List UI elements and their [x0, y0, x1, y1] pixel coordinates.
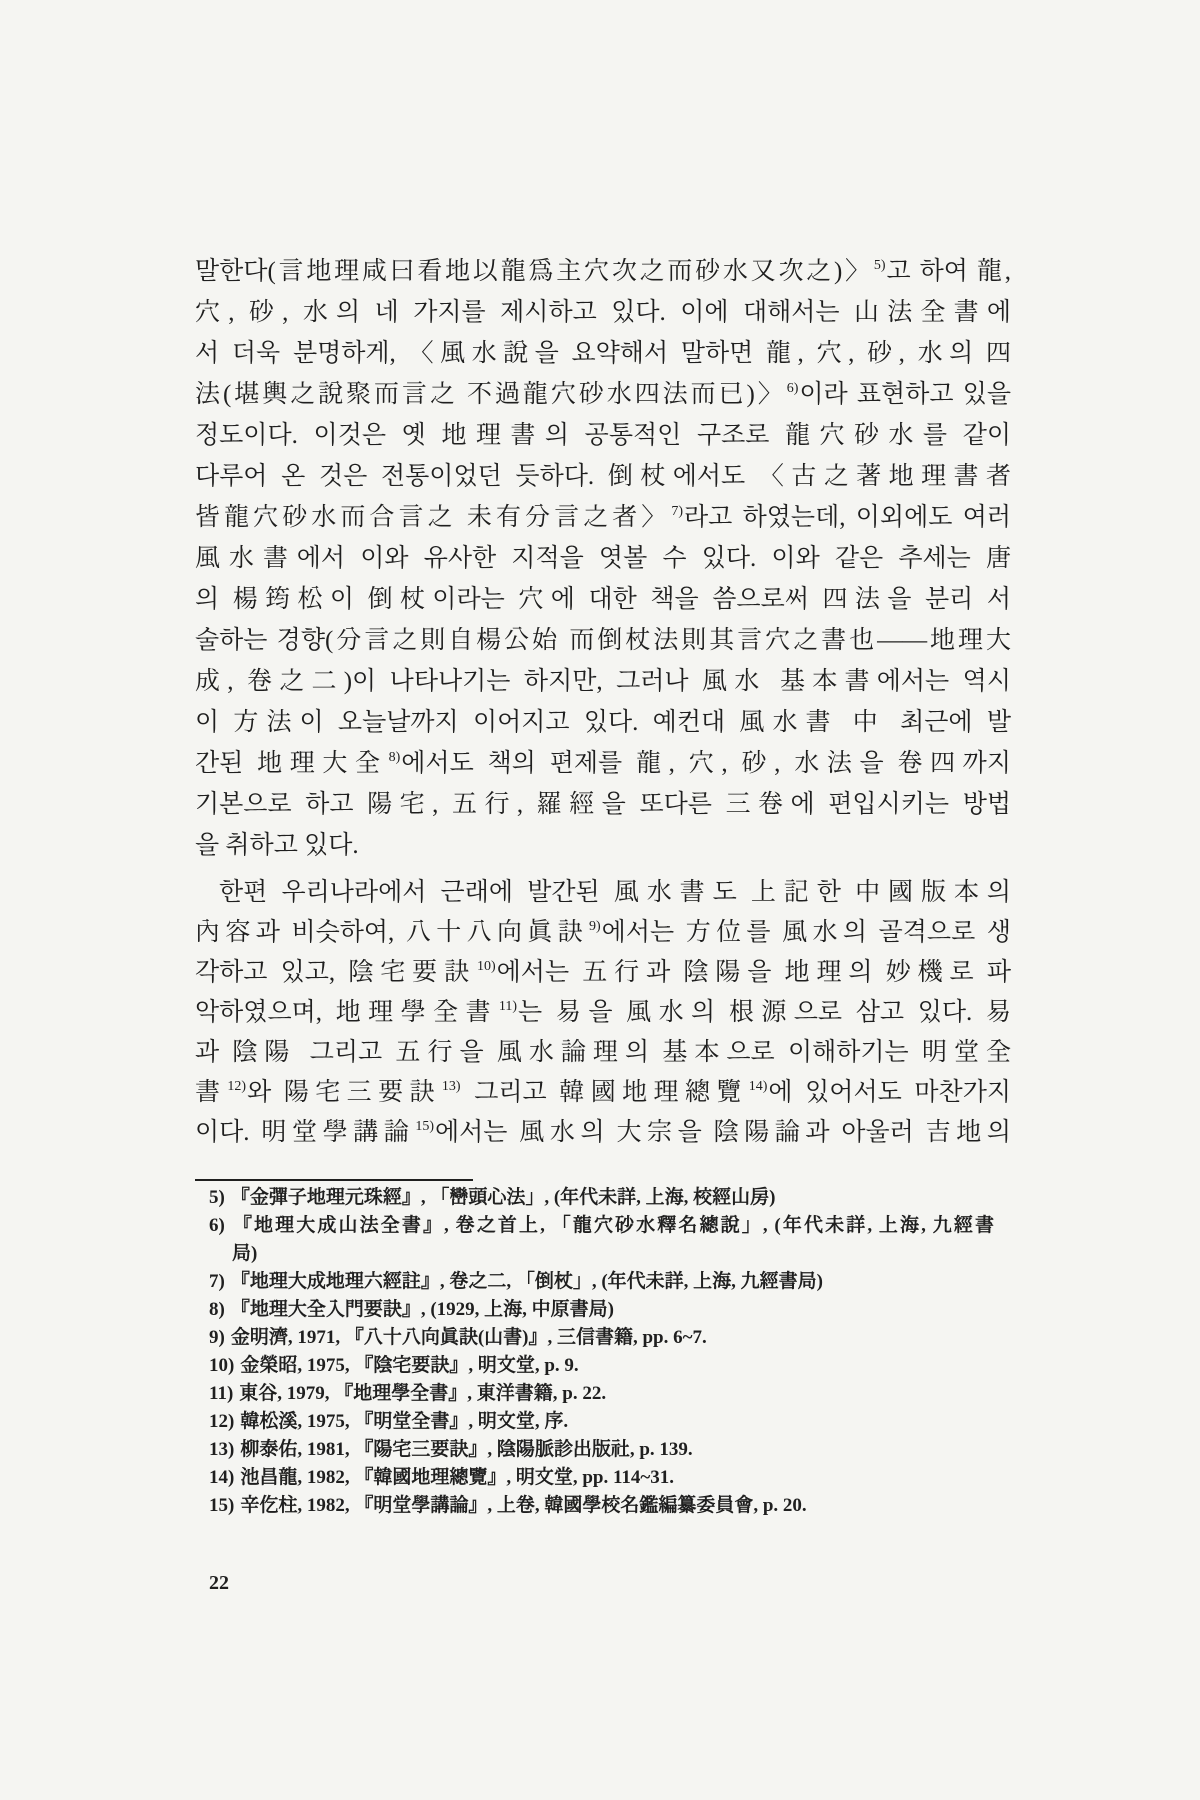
text-span: 술하는 경향(分言之則自楊公始 而倒杖法則其言穴之書也——地理大 — [195, 627, 1011, 654]
text-line — [195, 913, 1011, 953]
footnote — [209, 1492, 994, 1520]
footnote-number: 9) — [209, 1327, 225, 1348]
footnote-ref: 15) — [415, 1119, 434, 1134]
text-line — [195, 497, 1011, 538]
text-span: 內容과 비슷하여, 八十八向眞訣 — [195, 919, 588, 946]
text-span: 서 더욱 분명하게, 〈風水說을 요약해서 말하면 龍, 穴, 砂, 水의 四 — [195, 340, 1011, 367]
text-line — [195, 1113, 1011, 1153]
page-number: 22 — [209, 1572, 229, 1594]
text-line — [195, 743, 1011, 784]
footnote — [209, 1380, 994, 1408]
text-span: 에서는 方位를 風水의 골격으로 생 — [601, 919, 1011, 946]
text-line — [195, 538, 1011, 579]
text-line — [195, 333, 1011, 374]
text-span: 다루어 온 것은 전통이었던 듯하다. 倒杖에서도 〈古之著地理書者 — [195, 463, 1011, 490]
footnote — [209, 1268, 994, 1296]
footnote-number: 5) — [209, 1187, 225, 1208]
text-line — [195, 579, 1011, 620]
footnote-ref: 11) — [498, 999, 518, 1014]
footnote-text: 金明濟, 1971, 『八十八向眞訣(山書)』, 三信書籍, pp. 6~7. — [230, 1327, 707, 1348]
text-line — [195, 953, 1011, 993]
text-span: 와 陽宅三要訣 — [247, 1079, 441, 1106]
text-line — [195, 661, 1011, 702]
footnote — [209, 1352, 994, 1380]
footnote-ref: 13) — [441, 1079, 461, 1094]
footnote — [209, 1212, 994, 1268]
footnote-text: 柳泰佑, 1981, 『陽宅三要訣』, 陰陽脈診出版社, p. 139. — [240, 1439, 693, 1460]
footnote-ref: 5) — [873, 258, 886, 273]
text-line — [195, 415, 1011, 456]
footnote-text: 東谷, 1979, 『地理學全書』, 東洋書籍, p. 22. — [239, 1383, 607, 1404]
text-line — [195, 1073, 1011, 1113]
text-span: 을 취하고 있다. — [195, 832, 359, 859]
text-span: 法(堪輿之說聚而言之 不過龍穴砂水四法而已)〉 — [195, 381, 786, 408]
text-span: 에서는 風水의 大宗을 陰陽論과 아울러 吉地의 — [435, 1119, 1011, 1146]
text-span: 에서도 책의 편제를 龍, 穴, 砂, 水法을 卷四까지 — [401, 750, 1011, 777]
footnote-ref: 6) — [786, 381, 799, 396]
footnote-number: 11) — [209, 1383, 234, 1404]
footnote-text: 辛仡柱, 1982, 『明堂學講論』, 上卷, 韓國學校名鑑編纂委員會, p. 20. — [240, 1495, 807, 1516]
text-line — [195, 825, 1011, 866]
text-span: 각하고 있고, 陰宅要訣 — [195, 959, 476, 986]
footnote-number: 6) — [209, 1215, 225, 1236]
paragraph — [195, 251, 1011, 866]
text-line — [195, 1033, 1011, 1073]
text-span: 이라 표현하고 있을 — [799, 381, 1011, 408]
text-span: 書 — [195, 1079, 227, 1106]
text-line — [195, 784, 1011, 825]
footnote-number: 14) — [209, 1467, 235, 1488]
footnote-text: 『金彈子地理元珠經』, 「巒頭心法」, (年代未詳, 上海, 校經山房) — [230, 1187, 776, 1208]
text-span: 皆龍穴砂水而合言之 未有分言之者〉 — [195, 504, 671, 531]
footnote — [209, 1296, 994, 1324]
body-text — [195, 251, 1011, 1153]
text-line — [195, 251, 1011, 292]
footnote-ref: 7) — [671, 504, 683, 519]
footnote-rule — [195, 1179, 473, 1181]
text-span: 穴, 砂, 水의 네 가지를 제시하고 있다. 이에 대해서는 山法全書에 — [195, 299, 1011, 326]
text-span: 한편 우리나라에서 근래에 발간된 風水書도 上記한 中國版本의 — [219, 879, 1011, 906]
footnote-text: 『地理大成地理六經註』, 卷之二, 「倒杖」, (年代未詳, 上海, 九經書局) — [230, 1271, 823, 1292]
text-line — [195, 702, 1011, 743]
text-line — [195, 456, 1011, 497]
footnote-text: 局) — [232, 1243, 258, 1264]
footnote — [209, 1184, 994, 1212]
footnote-text: 『地理大成山法全書』, 卷之首上, 「龍穴砂水釋名總說」, (年代未詳, 上海, 九經書 — [230, 1215, 994, 1236]
text-span: 간된 地理大全 — [195, 750, 388, 777]
footnote-number: 7) — [209, 1271, 225, 1292]
footnote-number: 13) — [209, 1439, 235, 1460]
footnote-ref: 9) — [589, 919, 601, 934]
paragraph — [195, 873, 1011, 1153]
text-span: 기본으로 하고 陽宅, 五行, 羅經을 또다른 三卷에 편입시키는 방법 — [195, 791, 1011, 818]
footnote-text: 韓松溪, 1975, 『明堂全書』, 明文堂, 序. — [240, 1411, 569, 1432]
text-span: 악하였으며, 地理學全書 — [195, 999, 498, 1026]
footnote-number: 8) — [209, 1299, 225, 1320]
text-span: 이다. 明堂學講論 — [195, 1119, 415, 1146]
text-line — [195, 993, 1011, 1033]
text-span: 정도이다. 이것은 옛 地理書의 공통적인 구조로 龍穴砂水를 같이 — [195, 422, 1011, 449]
text-span: 에 있어서도 마찬가지 — [768, 1079, 1011, 1106]
text-line — [195, 873, 1011, 913]
text-span: 에서는 五行과 陰陽을 地理의 妙機로 파 — [496, 959, 1011, 986]
footnote-ref: 12) — [227, 1079, 247, 1094]
text-span: 라고 하였는데, 이외에도 여러 — [684, 504, 1011, 531]
footnote — [209, 1464, 994, 1492]
text-span: 그리고 韓國地理總覽 — [461, 1079, 748, 1106]
footnotes — [209, 1184, 994, 1520]
footnote — [209, 1324, 994, 1352]
text-line — [195, 292, 1011, 333]
footnote-number: 10) — [209, 1355, 235, 1376]
text-line — [195, 374, 1011, 415]
footnote-line — [209, 1240, 994, 1268]
footnote — [209, 1436, 994, 1464]
footnote-text: 金榮昭, 1975, 『陰宅要訣』, 明文堂, p. 9. — [240, 1355, 579, 1376]
footnote-ref: 10) — [476, 959, 496, 974]
text-span: 의 楊筠松이 倒杖이라는 穴에 대한 책을 씀으로써 四法을 분리 서 — [195, 586, 1011, 613]
text-span: 고 하여 龍, — [886, 258, 1011, 285]
text-line — [195, 620, 1011, 661]
footnote-text: 『地理大全入門要訣』, (1929, 上海, 中原書局) — [230, 1299, 614, 1320]
text-span: 말한다(言地理咸曰看地以龍爲主穴次之而砂水又次之)〉 — [195, 258, 873, 285]
text-span: 風水書에서 이와 유사한 지적을 엿볼 수 있다. 이와 같은 추세는 唐 — [195, 545, 1011, 572]
text-span: 成, 卷之二)이 나타나기는 하지만, 그러나 風水 基本書에서는 역시 — [195, 668, 1011, 695]
text-span: 이 方法이 오늘날까지 이어지고 있다. 예컨대 風水書 中 최근에 발 — [195, 709, 1011, 736]
footnote-ref: 8) — [388, 750, 401, 765]
footnote-number: 15) — [209, 1495, 235, 1516]
footnote-text: 池昌龍, 1982, 『韓國地理總覽』, 明文堂, pp. 114~31. — [240, 1467, 675, 1488]
footnote-number: 12) — [209, 1411, 235, 1432]
footnote-ref: 14) — [748, 1079, 768, 1094]
text-span: 는 易을 風水의 根源으로 삼고 있다. 易 — [518, 999, 1011, 1026]
footnote — [209, 1408, 994, 1436]
footnote-line — [209, 1212, 994, 1240]
text-span: 과 陰陽 그리고 五行을 風水論理의 基本으로 이해하기는 明堂全 — [195, 1039, 1011, 1066]
